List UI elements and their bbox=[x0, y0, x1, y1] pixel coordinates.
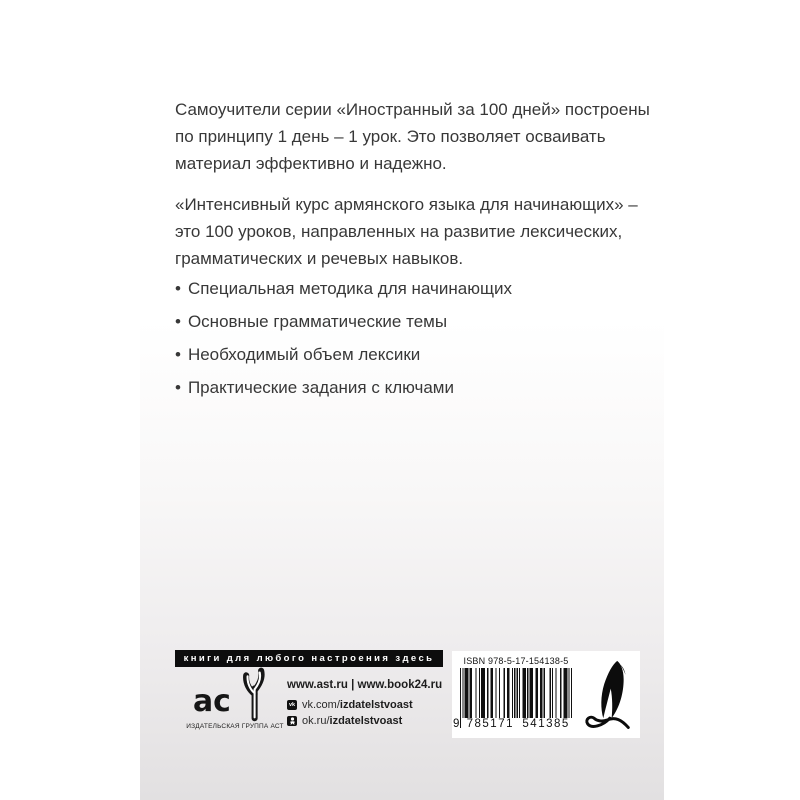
barcode-digits bbox=[453, 718, 574, 731]
ast-logo-icon bbox=[193, 666, 277, 722]
course-paragraph bbox=[175, 191, 637, 272]
barcode-digit-lead: 9 bbox=[453, 718, 460, 730]
list-item bbox=[175, 341, 637, 368]
intro-line: материал эффективно и надежно. bbox=[175, 154, 447, 173]
list-item bbox=[175, 374, 637, 401]
slogan-bar: книги для любого настроения здесь bbox=[175, 650, 443, 667]
bullet-icon: • bbox=[175, 312, 181, 331]
ast-publisher-logo bbox=[185, 666, 285, 730]
list-item-text: Основные грамматические темы bbox=[187, 312, 448, 331]
vk-link-prefix: vk.com/ bbox=[302, 699, 340, 711]
ok-icon bbox=[287, 716, 297, 726]
ok-person-glyph bbox=[289, 717, 296, 725]
list-item-text: Специальная методика для начинающих bbox=[187, 279, 512, 298]
feather-quill-svg bbox=[579, 659, 635, 733]
ok-link-handle: izdatelstvoast bbox=[329, 715, 403, 727]
barcode-digit-group: 541385 bbox=[518, 718, 574, 731]
publisher-links bbox=[287, 679, 442, 727]
ok-link-line bbox=[287, 715, 442, 727]
intro-line: Самоучители серии «Иностранный за 100 дней» построены bbox=[175, 100, 650, 119]
publisher-caption: ИЗДАТЕЛЬСКАЯ ГРУППА АСТ bbox=[186, 723, 284, 730]
ast-logo-letters: ас bbox=[193, 683, 231, 719]
vk-link-line bbox=[287, 699, 442, 711]
barcode-digit-group: 785171 bbox=[462, 718, 518, 731]
barcode-panel bbox=[452, 651, 640, 738]
intro-paragraph bbox=[175, 96, 650, 177]
intro-line: по принципу 1 день – 1 урок. Это позволяет осваивать bbox=[175, 127, 606, 146]
vk-link-handle: izdatelstvoast bbox=[339, 699, 413, 711]
isbn-label: ISBN 978-5-17-154138-5 bbox=[463, 656, 569, 666]
course-line: грамматических и речевых навыков. bbox=[175, 249, 464, 268]
ean13-barcode bbox=[453, 656, 572, 730]
bullet-icon: • bbox=[175, 345, 181, 364]
course-line: это 100 уроков, направленных на развитие лексических, bbox=[175, 222, 623, 241]
course-line: «Интенсивный курс армянского языка для начинающих» – bbox=[175, 195, 638, 214]
list-item bbox=[175, 308, 637, 335]
websites-line: www.ast.ru | www.book24.ru bbox=[287, 679, 443, 691]
feather-quill-icon bbox=[579, 659, 635, 733]
bullet-icon: • bbox=[175, 378, 181, 397]
list-item bbox=[175, 275, 637, 302]
ok-link-prefix: ok.ru/ bbox=[302, 715, 330, 727]
annotation-text bbox=[175, 96, 650, 407]
list-item-text: Практические задания с ключами bbox=[187, 378, 454, 397]
bullet-icon: • bbox=[175, 279, 181, 298]
book-back-cover bbox=[140, 0, 664, 800]
list-item-text: Необходимый объем лексики bbox=[187, 345, 421, 364]
vk-icon: vk bbox=[288, 702, 296, 708]
feature-list bbox=[175, 275, 637, 401]
